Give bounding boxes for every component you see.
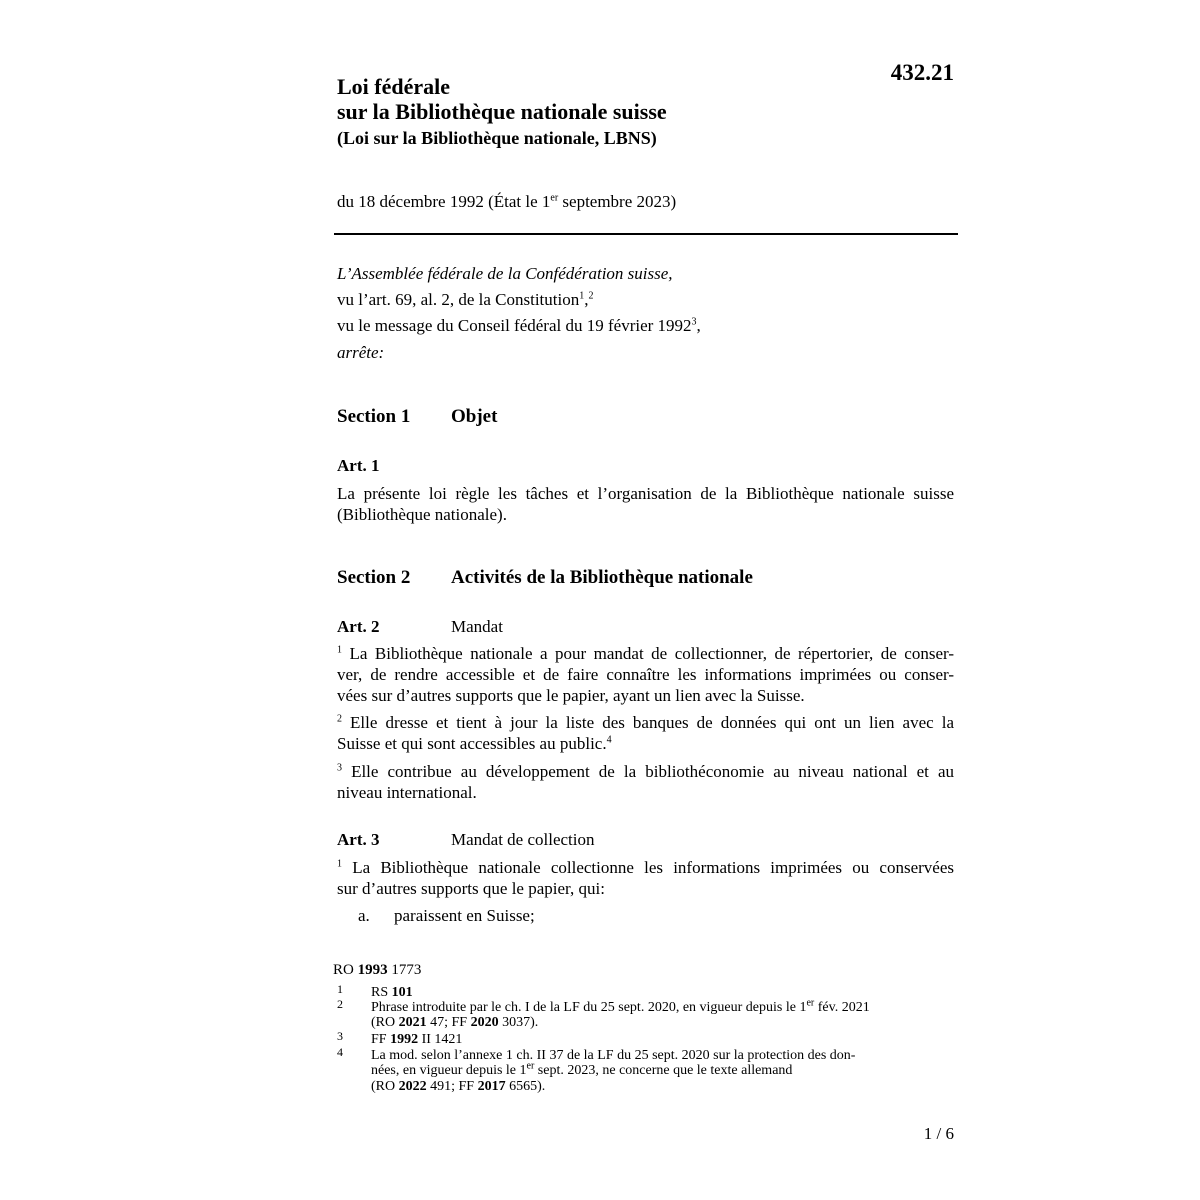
art-2-p2-number: 2 bbox=[337, 713, 342, 725]
art-3-item-a-text: paraissent en Suisse; bbox=[394, 906, 535, 925]
section-2-heading bbox=[337, 567, 753, 589]
art-2-p2-line-1-text: Elle dresse et tient à jour la liste des banques de données qui ont un lien avec la bbox=[342, 713, 954, 732]
ro-prefix: RO bbox=[333, 962, 358, 978]
art-3-item-a bbox=[358, 906, 535, 926]
section-1-title: Objet bbox=[451, 406, 498, 427]
footnote-4-line-2 bbox=[371, 1060, 793, 1078]
fn2-l2-e: 3037). bbox=[498, 1015, 539, 1030]
fn2-l2-c: 47; FF bbox=[426, 1015, 471, 1030]
fn2-l1-sup: er bbox=[806, 997, 815, 1009]
document-date bbox=[337, 192, 676, 212]
preamble-comma: , bbox=[584, 290, 589, 309]
section-2-title: Activités de la Bibliothèque nationale bbox=[451, 567, 753, 588]
footnote-ref-1[interactable]: 1 bbox=[579, 290, 585, 302]
ro-page: 1773 bbox=[387, 962, 422, 978]
preamble-line-2 bbox=[337, 290, 593, 310]
art-2-label: Mandat bbox=[451, 617, 503, 636]
page-number: 1 / 6 bbox=[923, 1124, 954, 1143]
art-2-p2-line-1 bbox=[337, 712, 954, 733]
art-2-p2-line-2 bbox=[337, 733, 954, 754]
fn4-l3-a: (RO bbox=[371, 1079, 399, 1094]
fn2-l2-b: 2021 bbox=[398, 1015, 427, 1030]
fn4-l2-a: nées, en vigueur depuis le 1 bbox=[371, 1063, 527, 1078]
art-3-item-a-letter: a. bbox=[358, 906, 370, 925]
footnote-ref-4[interactable]: 4 bbox=[606, 734, 612, 746]
art-2-p1-number: 1 bbox=[337, 644, 342, 656]
preamble-line-3-end: , bbox=[696, 316, 701, 335]
footnote-3-text bbox=[371, 1032, 462, 1047]
art-3-p1-line-1 bbox=[337, 857, 954, 878]
art-2-paragraph-2 bbox=[337, 712, 954, 754]
art-3-heading bbox=[337, 830, 595, 850]
fn4-l3-e: 6565). bbox=[505, 1079, 546, 1094]
art-2-heading bbox=[337, 617, 503, 637]
art-2-number: Art. 2 bbox=[337, 617, 380, 636]
document-number: 432.21 bbox=[890, 60, 954, 85]
fn4-l3-d: 2017 bbox=[477, 1079, 506, 1094]
art-2-p3-line-2: niveau international. bbox=[337, 783, 477, 802]
preamble-line-3 bbox=[337, 316, 701, 336]
fn3-c: II 1421 bbox=[418, 1032, 463, 1047]
art-1-line-1: La présente loi règle les tâches et l’organisation de la Bibliothèque nationale suisse bbox=[337, 484, 954, 503]
footnote-2-number: 2 bbox=[337, 997, 343, 1011]
art-2-paragraph-1 bbox=[337, 643, 954, 706]
art-2-p1-line-1 bbox=[337, 643, 954, 664]
preamble-line-4: arrête: bbox=[337, 343, 385, 362]
art-2-p1-line-3: vées sur d’autres supports que le papier, ayant un lien avec la Suisse. bbox=[337, 686, 805, 705]
date-suffix: septembre 2023) bbox=[558, 192, 677, 211]
fn3-b: 1992 bbox=[390, 1032, 419, 1047]
preamble-line-2-text: vu l’art. 69, al. 2, de la Constitution bbox=[337, 290, 580, 309]
fn1-a: RS bbox=[371, 985, 392, 1000]
footnote-3-number: 3 bbox=[337, 1029, 343, 1043]
art-3-paragraph-1 bbox=[337, 857, 954, 899]
preamble-line-3-text: vu le message du Conseil fédéral du 19 février 1992 bbox=[337, 316, 692, 335]
document-subtitle: (Loi sur la Bibliothèque nationale, LBNS) bbox=[337, 128, 657, 148]
art-1-number: Art. 1 bbox=[337, 456, 380, 475]
art-3-p1-line-2: sur d’autres supports que le papier, qui: bbox=[337, 879, 605, 898]
art-2-p3-number: 3 bbox=[337, 762, 342, 774]
art-3-p1-number: 1 bbox=[337, 858, 342, 870]
fn4-l2-b: sept. 2023, ne concerne que le texte allemand bbox=[534, 1063, 793, 1078]
section-1-heading bbox=[337, 406, 498, 428]
section-1-number: Section 1 bbox=[337, 406, 411, 427]
section-2-number: Section 2 bbox=[337, 567, 411, 588]
date-prefix: du 18 décembre 1992 (État le 1 bbox=[337, 192, 551, 211]
footnote-1-number: 1 bbox=[337, 982, 343, 996]
art-2-p1-line-1-text: La Bibliothèque nationale a pour mandat de collectionner, de répertorier, de conser- bbox=[342, 644, 954, 663]
footnote-ref-2[interactable]: 2 bbox=[588, 290, 594, 302]
art-1-line-2: (Bibliothèque nationale). bbox=[337, 505, 507, 524]
date-sup: er bbox=[550, 192, 559, 204]
art-3-p1-line-1-text: La Bibliothèque nationale collectionne les informations imprimées ou conservées bbox=[342, 858, 954, 877]
art-2-p3-line-1-text: Elle contribue au développement de la bibliothéconomie au niveau national et au bbox=[342, 762, 954, 781]
art-2-p1-line-2: ver, de rendre accessible et de faire connaître les informations imprimées ou conser- bbox=[337, 665, 954, 684]
art-3-number: Art. 3 bbox=[337, 830, 380, 849]
art-3-label: Mandat de collection bbox=[451, 830, 595, 849]
preamble-line-1: L’Assemblée fédérale de la Confédération suisse, bbox=[337, 264, 673, 283]
art-2-p2-line-2-text: Suisse et qui sont accessibles au public. bbox=[337, 734, 607, 753]
footnote-4-line-3 bbox=[371, 1079, 545, 1094]
title-line-1: Loi fédérale bbox=[337, 74, 451, 99]
footnote-4-number: 4 bbox=[337, 1045, 343, 1059]
footnote-1-text bbox=[371, 985, 413, 1000]
fn4-l3-b: 2022 bbox=[398, 1079, 427, 1094]
fn4-l3-c: 491; FF bbox=[426, 1079, 478, 1094]
ro-year: 1993 bbox=[357, 962, 388, 978]
footnote-ref-3[interactable]: 3 bbox=[691, 316, 697, 328]
ro-reference bbox=[333, 962, 421, 979]
art-1-text bbox=[337, 483, 954, 525]
fn3-a: FF bbox=[371, 1032, 391, 1047]
title-line-2: sur la Bibliothèque nationale suisse bbox=[337, 99, 667, 124]
document-title bbox=[337, 74, 667, 124]
fn1-b: 101 bbox=[391, 985, 413, 1000]
title-divider bbox=[334, 233, 958, 235]
fn2-l2-a: (RO bbox=[371, 1015, 399, 1030]
art-2-p3-line-1 bbox=[337, 761, 954, 782]
footnote-4-line-1: La mod. selon l’annexe 1 ch. II 37 de la LF du 25 sept. 2020 sur la protection des don- bbox=[371, 1048, 856, 1063]
fn2-l1-a: Phrase introduite par le ch. I de la LF du 25 sept. 2020, en vigueur depuis le 1 bbox=[371, 1000, 807, 1015]
fn4-l2-sup: er bbox=[526, 1060, 535, 1072]
fn2-l1-b: fév. 2021 bbox=[814, 1000, 870, 1015]
art-2-paragraph-3 bbox=[337, 761, 954, 803]
fn2-l2-d: 2020 bbox=[470, 1015, 499, 1030]
footnote-2-line-1 bbox=[371, 997, 870, 1015]
footnote-2-line-2 bbox=[371, 1015, 538, 1030]
art-1-heading bbox=[337, 456, 379, 476]
